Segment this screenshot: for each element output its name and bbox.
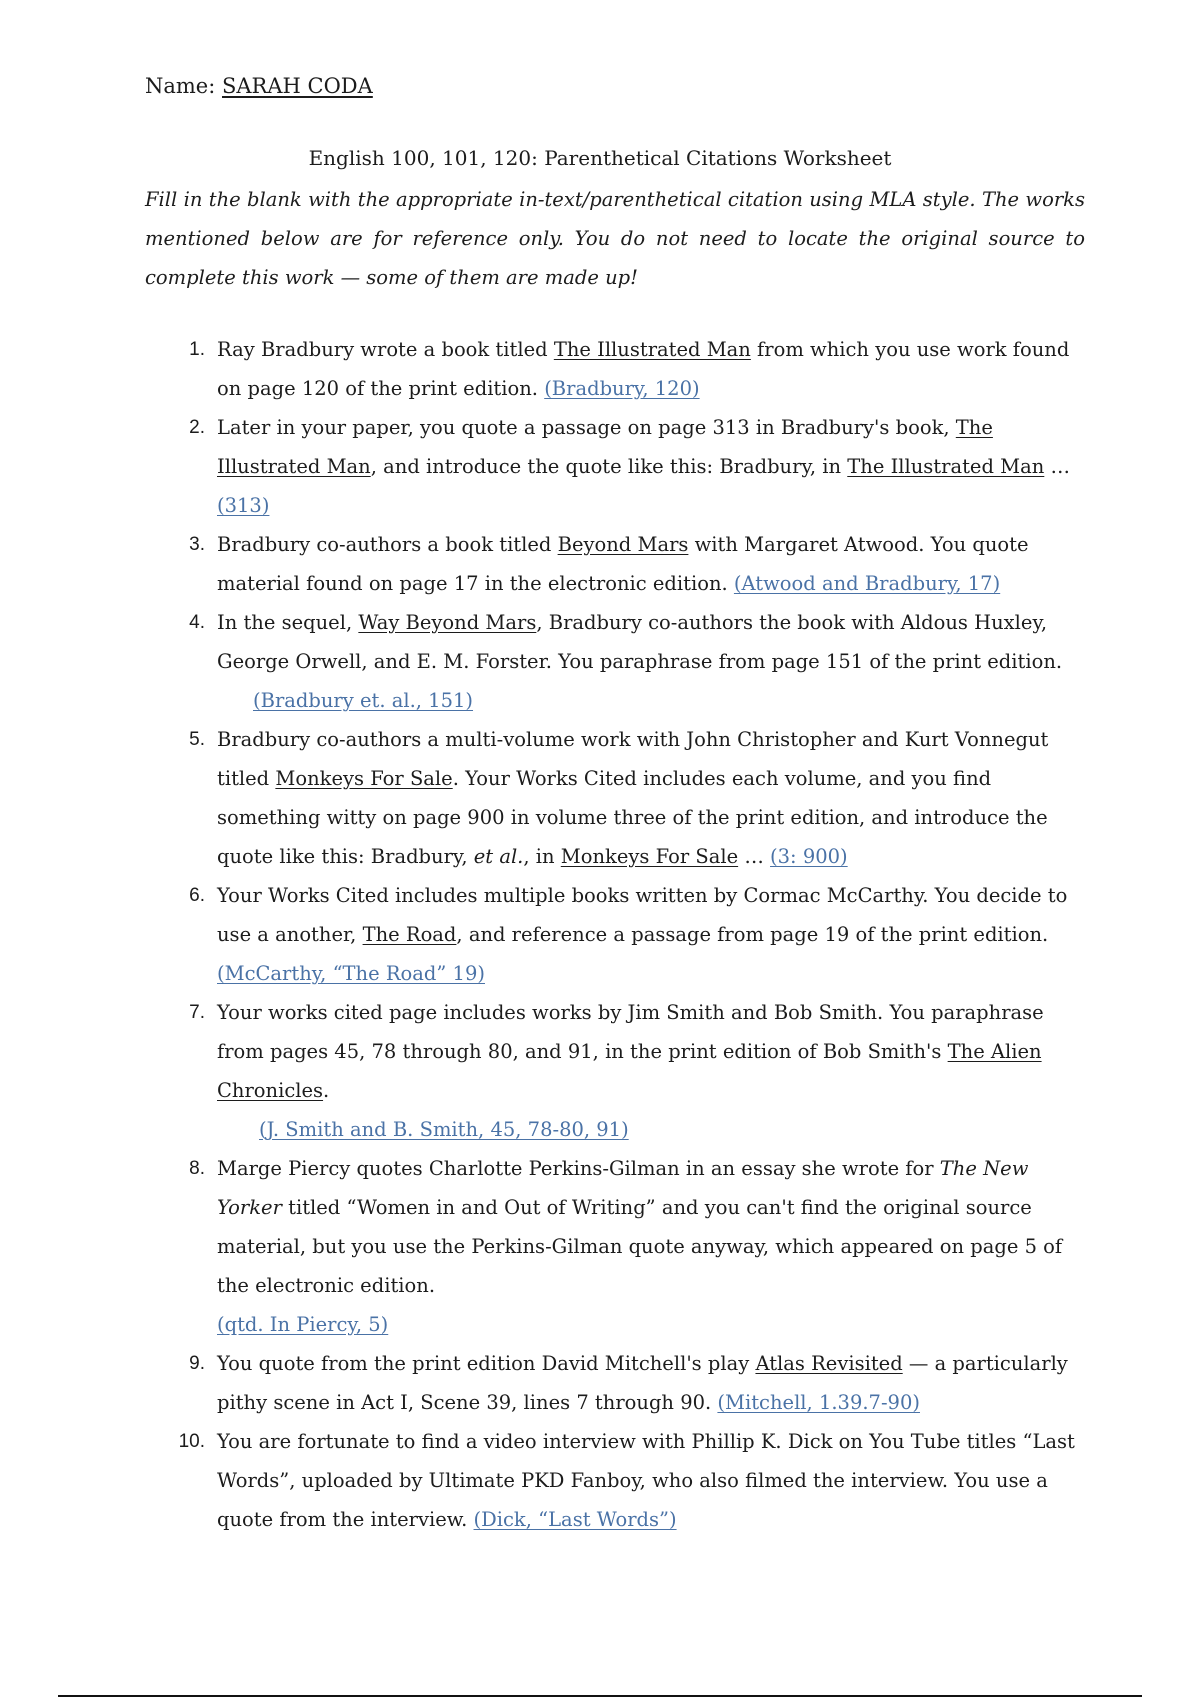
question-item: [145, 1344, 1090, 1422]
question-text: , in: [523, 845, 561, 868]
book-title: Beyond Mars: [557, 533, 689, 556]
answer-citation: (qtd. In Piercy, 5): [217, 1313, 389, 1336]
question-text: , Bradbury co-authors the book with Aldous Huxley, George Orwell, and E. M. Forster. You paraphrase from page 151 of the print edition.: [217, 611, 1063, 673]
question-item: [145, 525, 1090, 603]
worksheet-title: English 100, 101, 120: Parenthetical Citations Worksheet: [308, 146, 892, 170]
question-item: [145, 720, 1090, 876]
italic-text: et al.: [473, 845, 524, 868]
question-item: [145, 876, 1090, 993]
book-title: Atlas Revisited: [755, 1352, 903, 1375]
instructions-text: Fill in the blank with the appropriate in-text/parenthetical citation using MLA style. The works mentioned below are for reference only. You do not need to locate the original source to complete this work — some of them are made up!: [145, 188, 1085, 289]
question-number: 4.: [189, 612, 205, 633]
book-title: Monkeys For Sale: [275, 767, 453, 790]
question-text: You are fortunate to find a video interview with Phillip K. Dick on You Tube titles “Last Words”, uploaded by Ultimate PKD Fanboy, who also filmed the interview. You use a quote from the interview.: [217, 1430, 1075, 1531]
question-item: [145, 408, 1090, 525]
book-title: Way Beyond Mars: [358, 611, 537, 634]
answer-citation: (313): [217, 494, 270, 517]
italic-text: The New Yorker: [217, 1157, 1029, 1219]
answer-citation: (J. Smith and B. Smith, 45, 78-80, 91): [259, 1118, 629, 1141]
question-text: Bradbury co-authors a book titled: [217, 533, 558, 556]
question-item: [145, 1422, 1090, 1539]
name-line: [145, 74, 373, 98]
answer-citation: (McCarthy, “The Road” 19): [217, 962, 485, 985]
question-number: 10.: [178, 1431, 205, 1452]
question-number: 2.: [189, 417, 205, 438]
book-title: The Road: [362, 923, 457, 946]
question-text: , and reference a passage from page 19 of the print edition.: [456, 923, 1049, 946]
question-text: , and introduce the quote like this: Bradbury, in: [370, 455, 848, 478]
question-number: 5.: [189, 729, 205, 750]
question-item: [145, 993, 1090, 1149]
question-number: 6.: [189, 885, 205, 906]
question-number: 8.: [189, 1158, 205, 1179]
answer-citation: (3: 900): [770, 845, 848, 868]
instructions: [145, 180, 1085, 297]
student-name: SARAH CODA: [222, 74, 373, 98]
question-text: Later in your paper, you quote a passage on page 313 in Bradbury's book,: [217, 416, 956, 439]
book-title: The Alien Chronicles: [217, 1040, 1042, 1102]
answer-citation: (Bradbury et. al., 151): [253, 689, 474, 712]
question-text: .: [323, 1079, 330, 1102]
question-item: [145, 1149, 1090, 1344]
answer-citation: (Atwood and Bradbury, 17): [733, 572, 1001, 595]
question-text: Ray Bradbury wrote a book titled: [217, 338, 554, 361]
book-title: The Illustrated Man: [553, 338, 751, 361]
question-text: Bradbury co-authors a multi-volume work with John Christopher and Kurt Vonnegut titled: [217, 728, 1049, 790]
question-text: from which you use work found on page 120 of the print edition.: [217, 338, 1070, 400]
name-label: Name:: [145, 74, 216, 98]
question-item: [145, 330, 1090, 408]
book-title: The Illustrated Man: [217, 416, 993, 478]
question-text: …: [1044, 455, 1071, 478]
question-item: [145, 603, 1090, 720]
question-text: …: [738, 845, 771, 868]
question-text: . Your Works Cited includes each volume, and you find something witty on page 900 in volume three of the print edition, and introduce the quote like this: Bradbury,: [217, 767, 1048, 868]
question-text: You quote from the print edition David Mitchell's play: [217, 1352, 756, 1375]
footer-rule: [58, 1695, 1142, 1697]
question-text: In the sequel,: [217, 611, 359, 634]
question-text: titled “Women in and Out of Writing” and you can't find the original source material, but you use the Perkins-Gilman quote anyway, which appeared on page 5 of the electronic edition.: [217, 1196, 1063, 1297]
book-title: Monkeys For Sale: [560, 845, 739, 868]
question-number: 3.: [189, 534, 205, 555]
question-number: 9.: [189, 1353, 205, 1374]
question-text: Marge Piercy quotes Charlotte Perkins-Gilman in an essay she wrote for: [217, 1157, 940, 1180]
question-text: Your Works Cited includes multiple books written by Cormac McCarthy. You decide to use a another,: [217, 884, 1068, 946]
question-list: [145, 330, 1090, 1539]
question-text: Your works cited page includes works by Jim Smith and Bob Smith. You paraphrase from pages 45, 78 through 80, and 91, in the print edition of Bob Smith's: [217, 1001, 1044, 1063]
answer-citation: (Dick, “Last Words”): [473, 1508, 677, 1531]
answer-citation: (Bradbury, 120): [544, 377, 700, 400]
book-title: The Illustrated Man: [847, 455, 1045, 478]
question-text: — a particularly pithy scene in Act I, Scene 39, lines 7 through 90.: [217, 1352, 1068, 1414]
question-number: 1.: [189, 339, 205, 360]
answer-citation: (Mitchell, 1.39.7-90): [717, 1391, 920, 1414]
question-text: with Margaret Atwood. You quote material found on page 17 in the electronic edition.: [217, 533, 1029, 595]
question-number: 7.: [189, 1002, 205, 1023]
